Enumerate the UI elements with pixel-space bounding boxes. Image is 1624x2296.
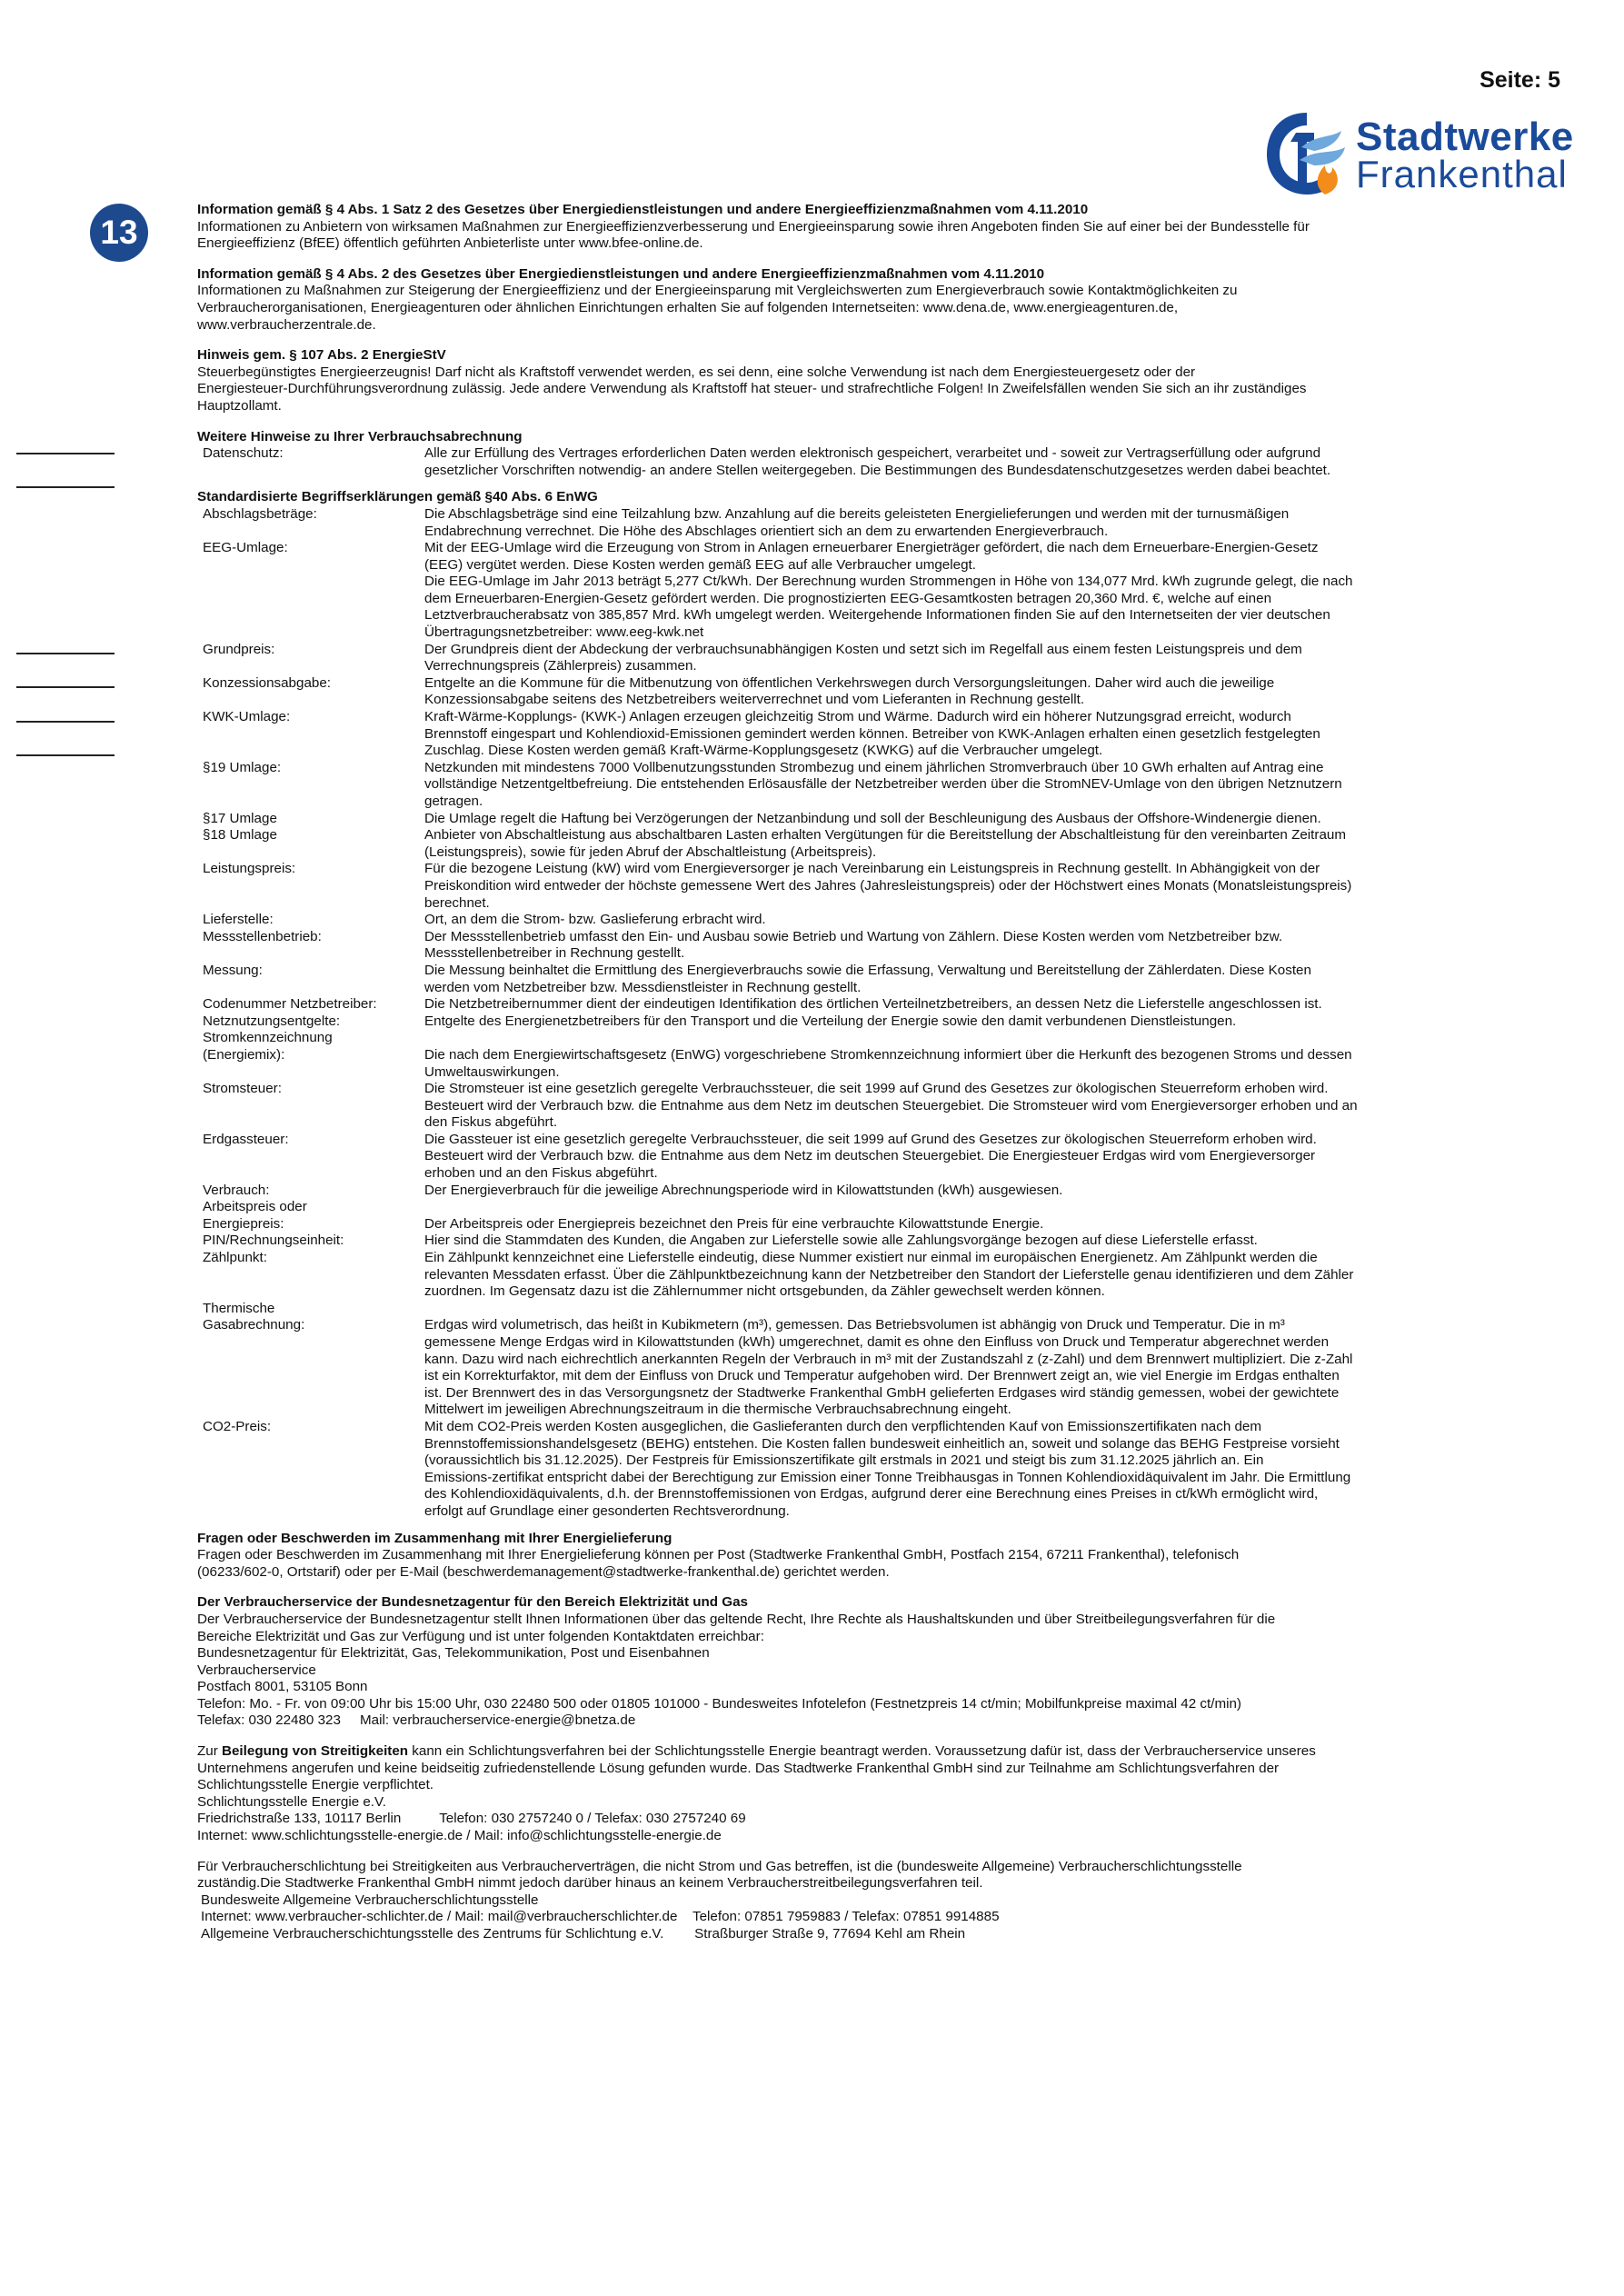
glossary-definition — [424, 506, 1560, 540]
info-section-1 — [197, 202, 1560, 253]
glossary-term: Stromkennzeichnung — [203, 1030, 333, 1046]
glossary-term: PIN/Rechnungseinheit: — [203, 1233, 344, 1249]
paragraph-line: Mit der EEG-Umlage wird die Erzeugung von Strom in Anlagen erneuerbarer Energieträger gefördert, die nach dem Erneuerbare-Energien-Gesetz — [424, 540, 1319, 556]
glossary-definition — [424, 642, 1560, 675]
paragraph-line: werden vom Netzbetreiber bzw. Messdienstleister in Rechnung gestellt. — [424, 979, 862, 995]
paragraph-line: Messstellenbetreiber in Rechnung gestellt. — [424, 945, 685, 962]
glossary-term: Verbrauch: — [203, 1182, 270, 1198]
glossary-row — [197, 1013, 1560, 1031]
margin-line — [16, 653, 115, 654]
billing-notes — [197, 429, 1560, 480]
paragraph-line: Die Abschlagsbeträge sind eine Teilzahlung bzw. Anzahlung auf die bereits geleisteten Energielieferungen und werden mit der turnusmäßigen — [424, 505, 1290, 522]
paragraph-line: berechnet. — [424, 894, 490, 911]
bnetza-section — [197, 1594, 1560, 1730]
glossary-row — [197, 760, 1560, 811]
paragraph-line: Preiskondition wird entweder der höchste gemessene Wert des Jahres (Jahresleistungspreis) oder der Höchstwert eines Monats (Monatsleistungspreis) — [424, 877, 1352, 893]
paragraph-line: Bundesnetzagentur für Elektrizität, Gas, Telekommunikation, Post und Eisenbahnen — [197, 1645, 710, 1662]
paragraph-line: (06233/602-0, Ortstarif) oder per E-Mail (beschwerdemanagement@stadtwerke-frankenthal.de) gerichtet werden. — [197, 1563, 890, 1580]
paragraph-line: Besteuert wird der Verbrauch bzw. die Entnahme aus dem Netz im deutschen Steuergebiet. Die Stromsteuer wird vom Energieversorger erhoben und an — [424, 1097, 1358, 1113]
glossary-row — [197, 912, 1560, 929]
glossary-term: Lieferstelle: — [203, 912, 274, 928]
paragraph-line: Mit dem CO2-Preis werden Kosten ausgeglichen, die Gaslieferanten durch den verpflichtenden Kauf von Emissionszertifikaten nach dem — [424, 1418, 1262, 1434]
glossary-definition — [424, 709, 1560, 760]
paragraph-line: zuständig.Die Stadtwerke Frankenthal GmbH nimmt jedoch darüber hinaus an keinem Verbraucherstreitbeilegungsverfahren teil. — [197, 1875, 983, 1892]
glossary-term: CO2-Preis: — [203, 1418, 272, 1434]
section-number-badge: 13 — [90, 204, 148, 262]
glossary-section — [197, 489, 1560, 1520]
definition-text — [424, 445, 1560, 479]
paragraph-line: Ort, an dem die Strom- bzw. Gaslieferung erbracht wird. — [424, 912, 766, 928]
paragraph-line: Anbieter von Abschaltleistung aus abschaltbaren Lasten erhalten Vergütungen für die Bereitstellung der Abschaltleistung für den vereinbarten Zeitraum — [424, 827, 1346, 844]
glossary-definition — [424, 996, 1560, 1013]
glossary-row — [197, 811, 1560, 828]
paragraph-line: Entgelte an die Kommune für die Mitbenutzung von öffentlichen Verkehrswegen durch Versorgungsleitungen. Daher wird auch die jeweilige — [424, 674, 1275, 691]
paragraph-line: Der Grundpreis dient der Abdeckung der verbrauchsunabhängigen Kosten und setzt sich im Regelfall aus einem festen Leistungspreis und dem — [424, 641, 1302, 657]
paragraph-line: Telefon: Mo. - Fr. von 09:00 Uhr bis 15:00 Uhr, 030 22480 500 oder 01805 101000 - Bundesweites Infotelefon (Festnetzpreis 14 ct/min; Mobilfunkpreise maximal 42 ct/min) — [197, 1695, 1241, 1712]
glossary-term: Thermische — [203, 1300, 275, 1316]
paragraph-line: Mittelwert im jeweiligen Abrechnungszeitraum in die thermische Verbrauchsabrechnung eingeht. — [424, 1402, 1011, 1418]
margin-line — [16, 721, 115, 723]
section-heading: Information gemäß § 4 Abs. 2 des Gesetzes über Energiedienstleistungen und andere Energieeffizienzmaßnahmen vom 4.11.2010 — [197, 265, 1045, 282]
glossary-definition — [424, 1301, 1560, 1318]
glossary-row — [197, 1047, 1560, 1081]
general-arbitration-section — [197, 1859, 1560, 1943]
paragraph-line — [424, 1030, 1560, 1047]
paragraph-line: Die nach dem Energiewirtschaftsgesetz (EnWG) vorgeschriebene Stromkennzeichnung informiert über die Herkunft des bezogenen Stroms und dessen — [424, 1046, 1352, 1063]
paragraph-line: (EEG) vergütet werden. Diese Kosten werden gemäß EEG auf alle Verbraucher umgelegt. — [424, 556, 976, 573]
section-heading: Information gemäß § 4 Abs. 1 Satz 2 des Gesetzes über Energiedienstleistungen und andere Energieeffizienzmaßnahmen vom 4.11.2010 — [197, 202, 1089, 217]
paragraph-line: Der Verbraucherservice der Bundesnetzagentur stellt Ihnen Informationen über das geltende Recht, Ihre Rechte als Haushaltskunden und über Streitbeilegungsverfahren für die — [197, 1611, 1276, 1627]
glossary-row — [197, 861, 1560, 912]
glossary-term: Grundpreis: — [203, 641, 275, 657]
glossary-term: Abschlagsbeträge: — [203, 505, 317, 522]
glossary-definition — [424, 1183, 1560, 1200]
glossary-term: Gasabrechnung: — [203, 1317, 305, 1333]
glossary-term: Konzessionsabgabe: — [203, 674, 332, 691]
paragraph-line: Verbraucherorganisationen, Energieagenturen oder ähnlichen Einrichtungen erhalten Sie auf folgenden Internetseiten: www.dena.de, www.energieagenturen.de, — [197, 299, 1179, 315]
glossary-row — [197, 827, 1560, 861]
glossary-definition — [424, 1030, 1560, 1047]
glossary-definition — [424, 1233, 1560, 1250]
glossary-definition — [424, 1081, 1560, 1132]
glossary-definition — [424, 1199, 1560, 1216]
glossary-term: EEG-Umlage: — [203, 540, 288, 556]
margin-line — [16, 453, 115, 454]
paragraph-line: Für die bezogene Leistung (kW) wird vom Energieversorger je nach Vereinbarung ein Leistungspreis in Rechnung gestellt. In Abhängigkeit von der — [424, 861, 1320, 877]
paragraph-line: dem Erneuerbaren-Energien-Gesetz gefördert werden. Die prognostizierten EEG-Gesamtkosten betragen 20,360 Mrd. €, welche auf einen — [424, 590, 1272, 606]
paragraph-line: erfolgt auf Grundlage einer gesonderten Rechtsverordnung. — [424, 1502, 790, 1519]
paragraph-line: Unternehmens angerufen und keine beidseitig zufriedenstellende Lösung gefunden wurde. Das Stadtwerke Frankenthal GmbH sind zur Teilnahme am Schlichtungsverfahren der — [197, 1760, 1280, 1776]
paragraph-line: Letztverbraucherabsatz von 385,857 Mrd. kWh umgelegt werden. Weitergehende Informationen finden Sie auf den Internetseiten der vier deutschen — [424, 607, 1330, 624]
paragraph-line: Die Stromsteuer ist eine gesetzlich geregelte Verbrauchssteuer, die seit 1999 auf Grund des Gesetzes zur ökologischen Steuerreform erhoben wird. — [424, 1081, 1329, 1097]
glossary-definition — [424, 540, 1560, 642]
paragraph-line: kann. Dazu wird nach eichrechtlich anerkannten Regeln der Verbrauch in m³ mit der Zustandszahl z (z-Zahl) und dem Brennwert multipliziert. Die z-Zahl — [424, 1351, 1353, 1367]
section-heading: Weitere Hinweise zu Ihrer Verbrauchsabrechnung — [197, 428, 523, 444]
paragraph-line: Für Verbraucherschlichtung bei Streitigkeiten aus Verbraucherverträgen, die nicht Strom und Gas betreffen, ist die (bundesweite Allgemeine) Verbraucherschlichtungsstelle — [197, 1858, 1242, 1874]
glossary-definition — [424, 760, 1560, 811]
text-run-bold: Beilegung von Streitigkeiten — [222, 1743, 409, 1760]
paragraph-line: (Leistungspreis), sowie für jeden Abruf der Abschaltleistung (Arbeitspreis). — [424, 844, 877, 860]
glossary-definition — [424, 1419, 1560, 1521]
paragraph-line: Bereiche Elektrizität und Gas zur Verfügung und ist unter folgenden Kontaktdaten erreichbar: — [197, 1628, 764, 1644]
paragraph-line: Informationen zu Anbietern von wirksamen Maßnahmen zur Energieeffizienzverbesserung und Energieeinsparung sowie ihren Angeboten finden Sie auf einer bei der Bundesstelle für — [197, 218, 1310, 235]
glossary-term: §17 Umlage — [203, 810, 277, 826]
definition-row — [197, 445, 1560, 479]
glossary-term: Leistungspreis: — [203, 861, 296, 877]
paragraph-line: Erdgas wird volumetrisch, das heißt in Kubikmetern (m³), gemessen. Das Betriebsvolumen ist abhängig von Druck und Temperatur. Die in m³ — [424, 1317, 1285, 1333]
glossary-row — [197, 1183, 1560, 1200]
paragraph-line — [197, 1743, 1560, 1761]
glossary-definition — [424, 675, 1560, 709]
section-heading: Der Verbraucherservice der Bundesnetzagentur für den Bereich Elektrizität und Gas — [197, 1594, 749, 1611]
glossary-row — [197, 506, 1560, 540]
paragraph-line: Internet: www.schlichtungsstelle-energie.de / Mail: info@schlichtungsstelle-energie.de — [197, 1828, 722, 1844]
paragraph-line: Friedrichstraße 133, 10117 Berlin Telefon: 030 2757240 0 / Telefax: 030 2757240 69 — [197, 1811, 746, 1827]
paragraph-line: Der Arbeitspreis oder Energiepreis bezeichnet den Preis für eine verbrauchte Kilowattstunde Energie. — [424, 1215, 1044, 1232]
paragraph-line: Zuschlag. Diese Kosten werden gemäß Kraft-Wärme-Kopplungsgesetz (KWKG) auf die Verbraucher umgelegt. — [424, 743, 1103, 759]
paragraph-line: Brennstoffemissionshandelsgesetz (BEHG) entstehen. Die Kosten fallen bundesweit einheitlich an, soweit und solange das BEHG Festpreise vorsieht — [424, 1435, 1340, 1452]
energiestv-notice — [197, 347, 1560, 414]
paragraph-line: ist. Der Brennwert des in das Versorgungsnetz der Stadtwerke Frankenthal GmbH gelieferten Erdgases wird ständig gemessen, wobei der gewichtete — [424, 1384, 1340, 1401]
glossary-definition — [424, 929, 1560, 963]
company-logo — [1261, 107, 1574, 202]
glossary-term: (Energiemix): — [203, 1046, 285, 1063]
paragraph-line: Ein Zählpunkt kennzeichnet eine Lieferstelle eindeutig, diese Nummer existiert nur einmal im europäischen Energienetz. Am Zählpunkt werden die — [424, 1250, 1318, 1266]
glossary-row — [197, 1030, 1560, 1047]
paragraph-line: Steuerbegünstigtes Energieerzeugnis! Darf nicht als Kraftstoff verwendet werden, es sei denn, eine solche Verwendung ist nach dem Energiesteuergesetz oder der — [197, 364, 1196, 380]
margin-line — [16, 686, 115, 688]
paragraph-line: Besteuert wird der Verbrauch bzw. die Entnahme aus dem Netz im deutschen Steuergebiet. Die Energiesteuer Erdgas wird vom Energieversorger — [424, 1148, 1316, 1164]
glossary-row — [197, 540, 1560, 642]
document-body — [197, 202, 1560, 1957]
glossary-row — [197, 709, 1560, 760]
logo-text-line1: Stadtwerke — [1356, 115, 1574, 159]
section-heading: Standardisierte Begriffserklärungen gemäß §40 Abs. 6 EnWG — [197, 489, 598, 505]
margin-line — [16, 754, 115, 756]
glossary-term: Arbeitspreis oder — [203, 1199, 307, 1215]
paragraph-line: (voraussichtlich bis 31.12.2025). Der Festpreis für Emissionszertifikate gilt erstmals in 2021 und steigt bis zum 31.12.2025 jährlich an. Ein — [424, 1452, 1264, 1469]
glossary-row — [197, 1301, 1560, 1318]
glossary-definition — [424, 1132, 1560, 1183]
glossary-term: Erdgassteuer: — [203, 1131, 289, 1147]
paragraph-line — [424, 1199, 1560, 1216]
paragraph-line: Umweltauswirkungen. — [424, 1063, 560, 1080]
glossary-term: Stromsteuer: — [203, 1081, 282, 1097]
paragraph-line: Allgemeine Verbraucherschichtungsstelle des Zentrums für Schlichtung e.V. Straßburger Straße 9, 77694 Kehl am Rhein — [201, 1926, 966, 1942]
paragraph-line: Verbraucherservice — [197, 1662, 316, 1678]
glossary-row — [197, 675, 1560, 709]
paragraph-line: des Kohlendioxidäquivalents, d.h. der Brennstoffemissionen von Erdgas, aufgrund derer eine Berechnung eines Preises in ct/kWh ermöglicht wird, — [424, 1486, 1319, 1502]
glossary-definition — [424, 1013, 1560, 1031]
paragraph-line — [424, 1301, 1560, 1318]
paragraph-line: getragen. — [424, 794, 483, 809]
paragraph-line: gesetzlicher Vorschriften notwendig- an andere Stellen weitergegeben. Die Bestimmungen des Bundesdatenschutzgesetzes werden dabei beachtet. — [424, 462, 1331, 478]
paragraph-line: www.verbraucherzentrale.de. — [197, 316, 376, 333]
paragraph-line: Die Messung beinhaltet die Ermittlung des Energieverbrauchs sowie die Erfassung, Verwaltung und Bereitstellung der Zählerdaten. Diese Kosten — [424, 962, 1311, 978]
glossary-list — [197, 506, 1560, 1521]
glossary-term: KWK-Umlage: — [203, 709, 291, 725]
paragraph-line: zuordnen. Im Gegensatz dazu ist die Zählernummer nicht ortsgebunden, da Zähler gewechselt werden können. — [424, 1283, 1105, 1300]
glossary-row — [197, 1419, 1560, 1521]
flame-icon — [1261, 107, 1352, 198]
paragraph-line: Entgelte des Energienetzbetreibers für den Transport und die Verteilung der Energie sowie den damit verbundenen Dienstleistungen. — [424, 1013, 1237, 1029]
definition-label: Datenschutz: — [203, 445, 284, 462]
paragraph-line: Konzessionsabgabe seitens des Netzbetreibers weiterverrechnet und vom Lieferanten in Rechnung gestellt. — [424, 692, 1085, 708]
glossary-row — [197, 963, 1560, 996]
glossary-definition — [424, 1047, 1560, 1081]
glossary-term: §18 Umlage — [203, 827, 277, 844]
glossary-term: Zählpunkt: — [203, 1250, 267, 1266]
glossary-term: Codenummer Netzbetreiber: — [203, 996, 377, 1013]
paragraph-line: Die Netzbetreibernummer dient der eindeutigen Identifikation des örtlichen Verteilnetzbetreibers, an dessen Netz die Lieferstelle angeschlossen ist. — [424, 996, 1322, 1013]
paragraph-line: ist ein Korrekturfaktor, mit dem der Einfluss von Druck und Temperatur aufgehoben wird. Der Brennwert zeigt an, wie viel Energie im Erdgas enthalten — [424, 1368, 1340, 1384]
paragraph-line: Telefax: 030 22480 323 Mail: verbraucherservice-energie@bnetza.de — [197, 1712, 636, 1729]
info-section-2 — [197, 266, 1560, 334]
glossary-row — [197, 929, 1560, 963]
glossary-definition — [424, 861, 1560, 912]
paragraph-line: erhoben und an den Fiskus abgeführt. — [424, 1165, 658, 1182]
glossary-definition — [424, 963, 1560, 996]
glossary-row — [197, 1216, 1560, 1233]
paragraph-line: Schlichtungsstelle Energie e.V. — [197, 1793, 386, 1810]
glossary-definition — [424, 912, 1560, 929]
glossary-definition — [424, 827, 1560, 861]
margin-line — [16, 486, 115, 488]
paragraph-line: gemessene Menge Erdgas wird in Kilowattstunden (kWh) umgerechnet, damit es ohne den Einfluss von Druck und Temperatur abgerechnet werden — [424, 1334, 1330, 1350]
paragraph-line: Kraft-Wärme-Kopplungs- (KWK-) Anlagen erzeugen gleichzeitig Strom und Wärme. Dadurch wird ein höherer Nutzungsgrad erreicht, wodurch — [424, 709, 1291, 725]
paragraph-line: Hier sind die Stammdaten des Kunden, die Angaben zur Lieferstelle sowie alle Zahlungsvorgänge bezogen auf diese Lieferstelle erfasst. — [424, 1233, 1258, 1249]
paragraph-line: Internet: www.verbraucher-schlichter.de / Mail: mail@verbraucherschlichter.de Telefon: 07851 7959883 / Telefax: 07851 9914885 — [201, 1909, 1000, 1925]
glossary-term: §19 Umlage: — [203, 759, 282, 775]
paragraph-line: relevanten Messdaten erfasst. Über die Zählpunktbezeichnung kann der Netzbetreiber den Standort der Lieferstelle genau identifizieren und dem Zähler — [424, 1266, 1354, 1283]
glossary-row — [197, 1132, 1560, 1183]
glossary-row — [197, 996, 1560, 1013]
section-heading: Fragen oder Beschwerden im Zusammenhang mit Ihrer Energielieferung — [197, 1530, 673, 1546]
glossary-row — [197, 1081, 1560, 1132]
paragraph-line: Bundesweite Allgemeine Verbraucherschlichtungsstelle — [201, 1892, 539, 1908]
paragraph-line: Die Umlage regelt die Haftung bei Verzögerungen der Netzanbindung und soll der Beschleunigung des Ausbaus der Offshore-Windenergie dienen. — [424, 810, 1321, 826]
paragraph-line: Verrechnungspreis (Zählerpreis) zusammen. — [424, 658, 697, 674]
complaints-section — [197, 1531, 1560, 1582]
text-run: Zur — [197, 1743, 223, 1760]
paragraph-line: vollständige Netzentgeltbefreiung. Die entstehenden Erlösausfälle der Netzbetreiber werden über die StromNEV-Umlage von den übrigen Netznutzern — [424, 776, 1342, 793]
section-heading: Hinweis gem. § 107 Abs. 2 EnergieStV — [197, 347, 446, 364]
glossary-term: Netznutzungsentgelte: — [203, 1013, 341, 1029]
glossary-definition — [424, 1317, 1560, 1419]
glossary-row — [197, 1317, 1560, 1419]
glossary-definition — [424, 1250, 1560, 1301]
glossary-definition — [424, 1216, 1560, 1233]
paragraph-line: den Fiskus abgeführt. — [424, 1114, 558, 1131]
paragraph-line: Schlichtungsstelle Energie verpflichtet. — [197, 1777, 434, 1793]
glossary-term: Energiepreis: — [203, 1215, 284, 1232]
paragraph-line: Postfach 8001, 53105 Bonn — [197, 1679, 368, 1695]
glossary-row — [197, 1233, 1560, 1250]
glossary-row — [197, 642, 1560, 675]
paragraph-line: Alle zur Erfüllung des Vertrages erforderlichen Daten werden elektronisch gespeichert, verarbeitet und - soweit zur Vertragserfüllung oder aufgrund — [424, 445, 1321, 462]
paragraph-line: Emissions-zertifikat entspricht dabei der Berechtigung zur Emission einer Tonne Treibhausgas in Tonnen Kohlendioxidäquivalent im Jahr. Die Ermittlung — [424, 1469, 1351, 1485]
paragraph-line: Informationen zu Maßnahmen zur Steigerung der Energieeffizienz und der Energieeinsparung mit Vergleichswerten zum Energieverbrauch sowie Kontaktmöglichkeiten zu — [197, 283, 1238, 299]
paragraph-line: Endabrechnung verrechnet. Die Höhe des Abschlages orientiert sich an dem zu erwartenden Energieverbrauch. — [424, 523, 1109, 539]
arbitration-section — [197, 1743, 1560, 1845]
glossary-definition — [424, 811, 1560, 828]
paragraph-line: Der Energieverbrauch für die jeweilige Abrechnungsperiode wird in Kilowattstunden (kWh) ausgewiesen. — [424, 1182, 1063, 1198]
glossary-term: Messung: — [203, 962, 263, 978]
paragraph-line: Hauptzollamt. — [197, 397, 282, 414]
paragraph-line: Energieeffizienz (BfEE) öffentlich geführten Anbieterliste unter www.bfee-online.de. — [197, 235, 703, 252]
text-run: kann ein Schlichtungsverfahren bei der Schlichtungsstelle Energie beantragt werden. Voraussetzung dafür ist, dass der Verbraucherservice unseres — [408, 1743, 1316, 1760]
glossary-row — [197, 1199, 1560, 1216]
paragraph-line: Netzkunden mit mindestens 7000 Vollbenutzungsstunden Strombezug und einem jährlichen Stromverbrauch über 10 GWh erhalten auf Antrag eine — [424, 759, 1324, 775]
logo-text-line2: Frankenthal — [1356, 153, 1568, 195]
page-number: Seite: 5 — [1480, 67, 1560, 93]
paragraph-line: Übertragungsnetzbetreiber: www.eeg-kwk.net — [424, 624, 704, 641]
paragraph-line: Der Messstellenbetrieb umfasst den Ein- und Ausbau sowie Betrieb und Wartung von Zählern. Diese Kosten werden vom Netzbetreiber bzw. — [424, 928, 1283, 944]
paragraph-line: Brennstoff eingespart und Kohlendioxid-Emissionen gemindert werden können. Betreiber von KWK-Anlagen erhalten einen gesetzlich festgelegten — [424, 725, 1320, 742]
paragraph-line: Energiesteuer-Durchführungsverordnung zulässig. Jede andere Verwendung als Kraftstoff hat steuer- und strafrechtliche Folgen! In Zweifelsfällen wenden Sie sich an ihr zuständiges — [197, 381, 1307, 397]
paragraph-line: Die EEG-Umlage im Jahr 2013 beträgt 5,277 Ct/kWh. Der Berechnung wurden Strommengen in Höhe von 134,077 Mrd. kWh zugrunde gelegt, die nach — [424, 574, 1353, 590]
glossary-term: Messstellenbetrieb: — [203, 928, 322, 944]
glossary-row — [197, 1250, 1560, 1301]
paragraph-line: Fragen oder Beschwerden im Zusammenhang mit Ihrer Energielieferung können per Post (Stadtwerke Frankenthal GmbH, Postfach 2154, 67211 Frankenthal), telefonisch — [197, 1547, 1240, 1563]
paragraph-line: Die Gassteuer ist eine gesetzlich geregelte Verbrauchssteuer, die seit 1999 auf Grund des Gesetzes zur ökologischen Steuerreform erhoben wird. — [424, 1131, 1317, 1147]
